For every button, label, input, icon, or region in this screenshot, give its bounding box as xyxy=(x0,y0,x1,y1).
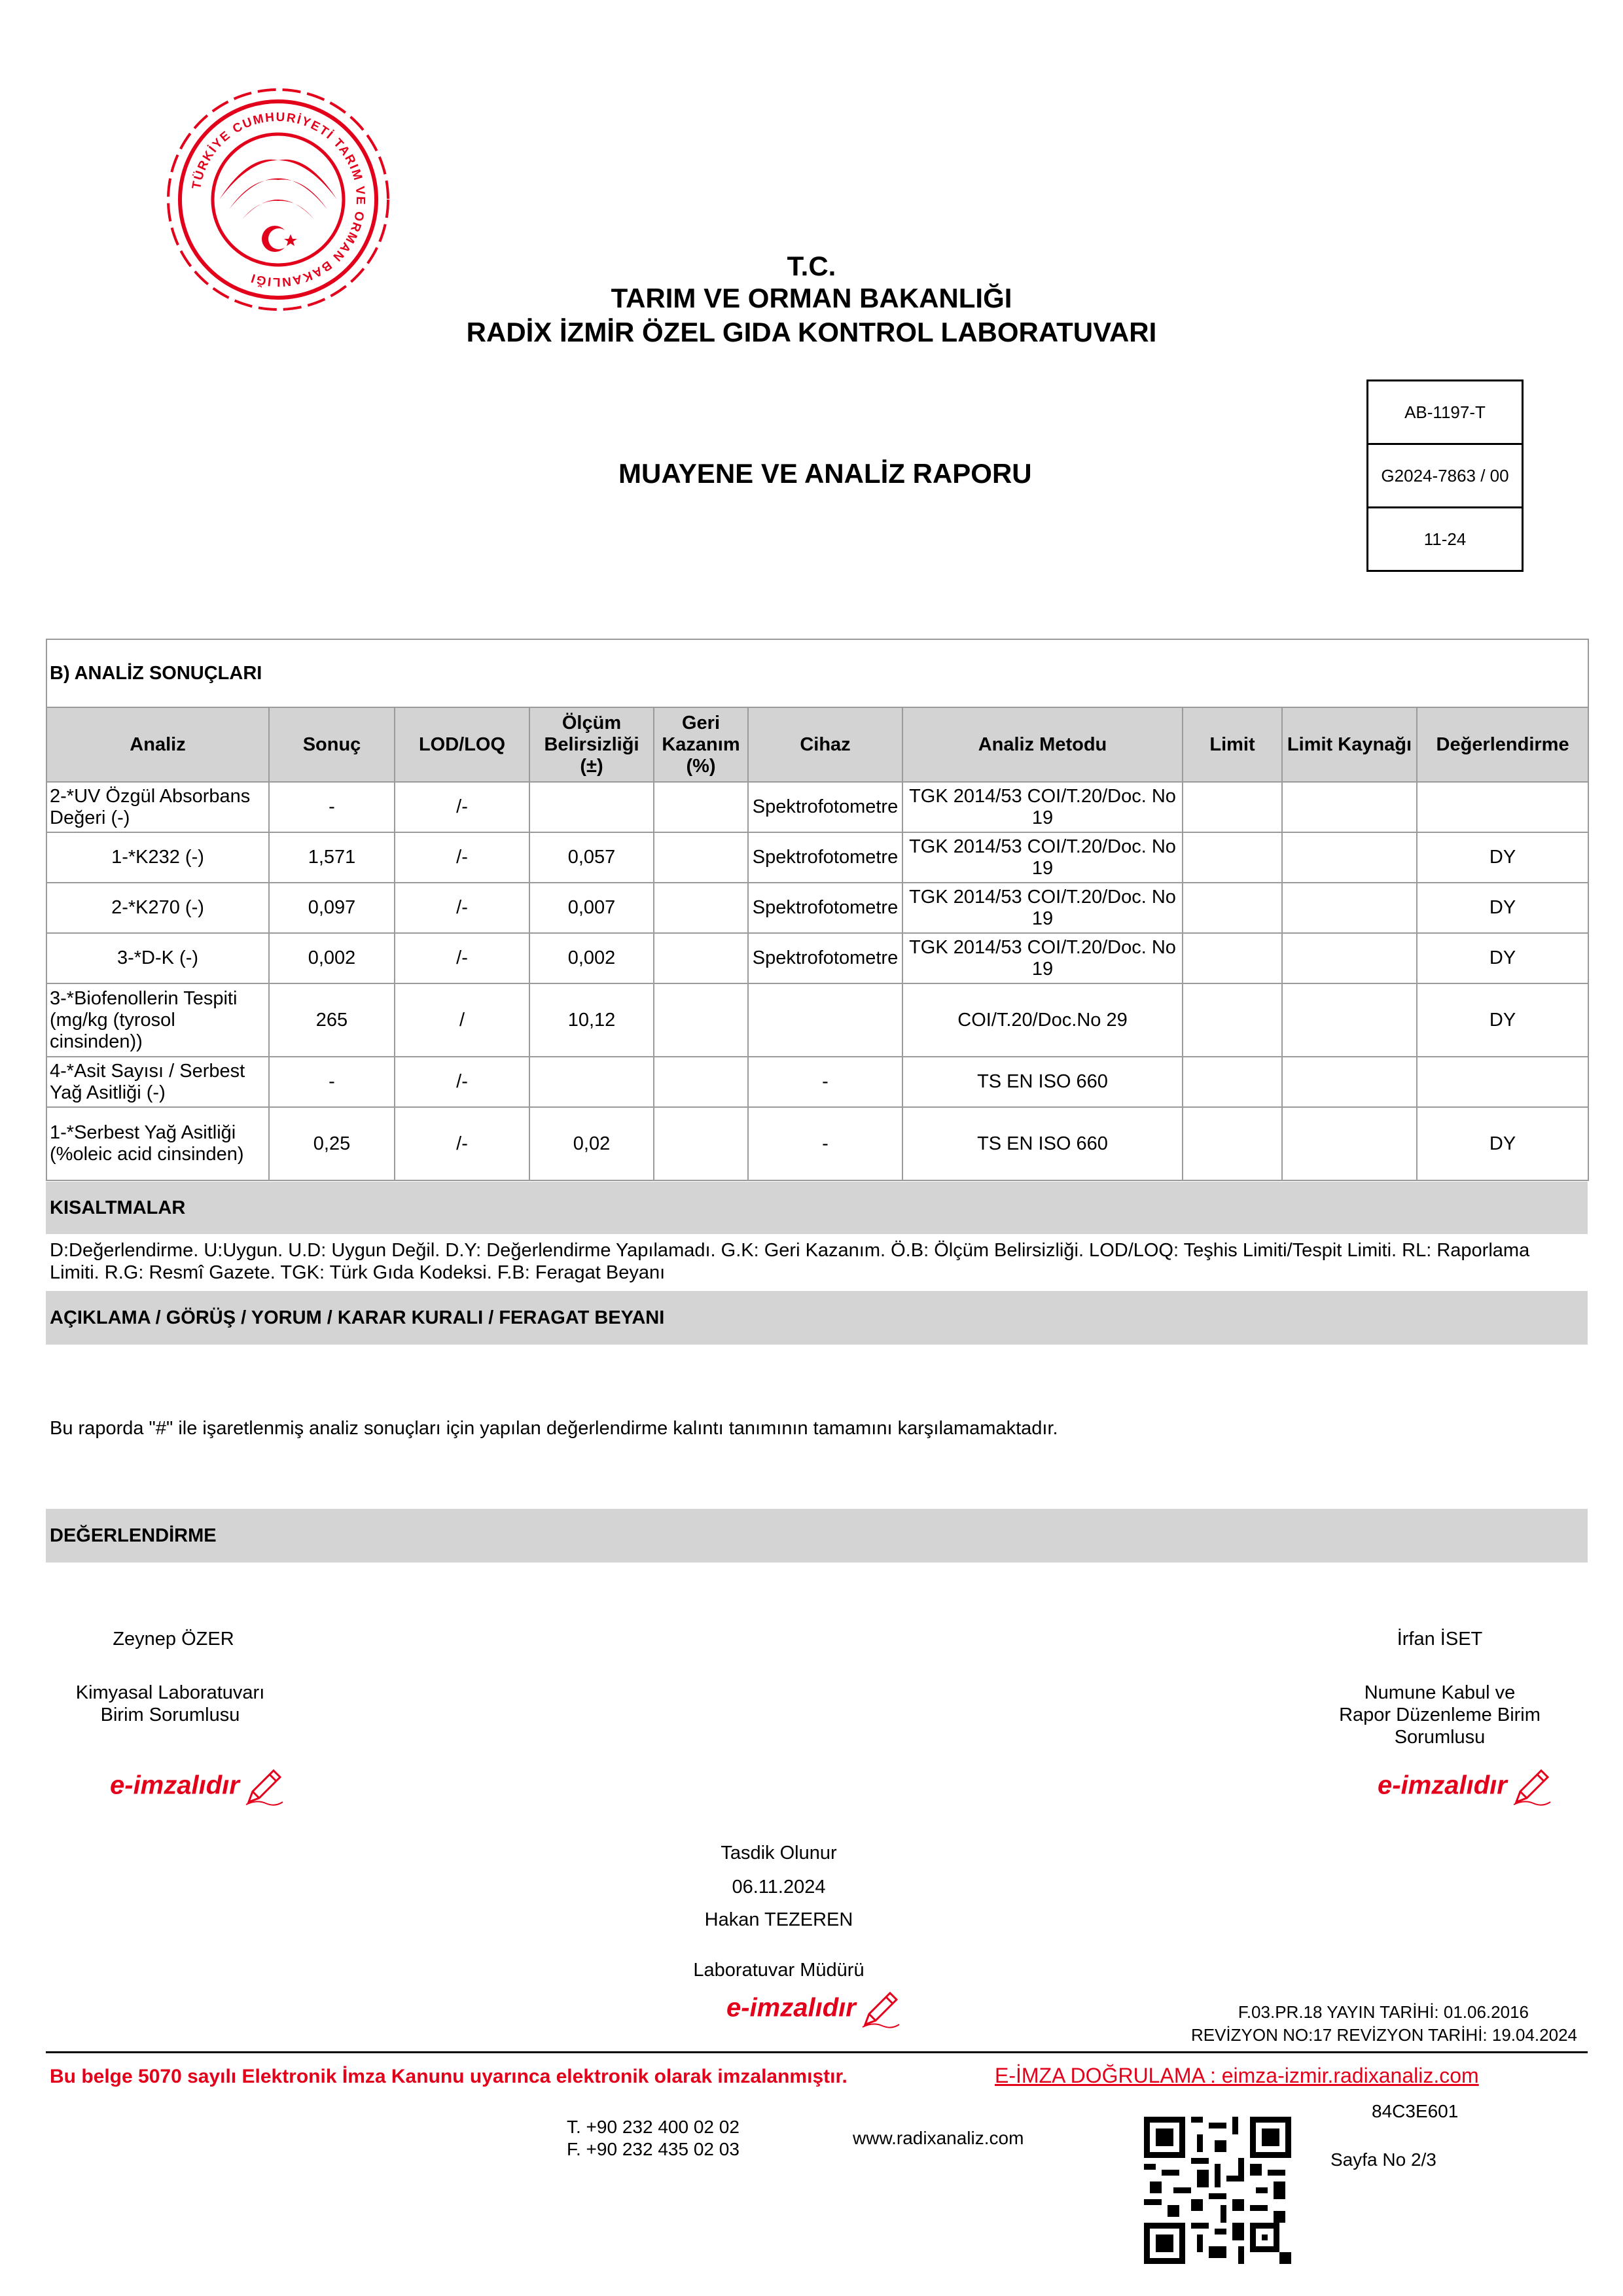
cell-metod: TGK 2014/53 COI/T.20/Doc. No 19 xyxy=(902,883,1183,933)
cell-olcum: 0,007 xyxy=(529,883,654,933)
cell-limit xyxy=(1183,832,1282,883)
cell-lod: /- xyxy=(395,883,529,933)
cell-deger: DY xyxy=(1417,983,1588,1057)
cell-olcum: 10,12 xyxy=(529,983,654,1057)
table-row xyxy=(46,782,1588,832)
right-signer-name: İrfan İSET xyxy=(1397,1629,1483,1650)
pen-icon xyxy=(860,1989,901,2030)
cell-analiz: 3-*Biofenollerin Tespiti (mg/kg (tyrosol cinsinden)) xyxy=(46,983,269,1057)
cell-metod: COI/T.20/Doc.No 29 xyxy=(902,983,1183,1057)
fax-number: F. +90 232 435 02 03 xyxy=(567,2139,740,2159)
website-link[interactable]: www.radixanaliz.com xyxy=(853,2128,1024,2148)
report-code-box xyxy=(1366,380,1524,572)
cell-deger xyxy=(1417,782,1588,832)
cell-olcum: 0,057 xyxy=(529,832,654,883)
cell-sonuc: - xyxy=(269,782,395,832)
col-limit: Limit xyxy=(1183,707,1282,782)
cell-cihaz xyxy=(748,983,902,1057)
form-publish-info: F.03.PR.18 YAYIN TARİHİ: 01.06.2016 xyxy=(1238,2002,1529,2022)
approver-role: Laboratuvar Müdürü xyxy=(693,1960,865,1981)
cell-limit xyxy=(1183,933,1282,983)
cell-sonuc: 0,097 xyxy=(269,883,395,933)
table-row xyxy=(46,933,1588,983)
page-number: Sayfa No 2/3 xyxy=(1330,2149,1436,2170)
cell-kaynak xyxy=(1282,1057,1417,1107)
col-analiz: Analiz xyxy=(46,707,269,782)
center-esign-label: e-imzalıdır xyxy=(726,1993,856,2022)
evaluation-title: DEĞERLENDİRME xyxy=(46,1509,1588,1563)
cell-geri xyxy=(654,832,748,883)
col-limit-kaynagi: Limit Kaynağı xyxy=(1282,707,1417,782)
col-lod-loq: LOD/LOQ xyxy=(395,707,529,782)
table-row xyxy=(46,832,1588,883)
right-signer-role-1: Numune Kabul ve xyxy=(1364,1682,1516,1703)
pen-icon xyxy=(243,1767,284,1807)
remarks-title: AÇIKLAMA / GÖRÜŞ / YORUM / KARAR KURALI / FERAGAT BEYANI xyxy=(46,1291,1588,1345)
footer-divider xyxy=(46,2051,1588,2053)
ministry-seal-logo xyxy=(157,82,399,317)
col-geri-kazanim: Geri Kazanım (%) xyxy=(654,707,748,782)
document-code: 84C3E601 xyxy=(1372,2101,1459,2121)
svg-text:TÜRKİYE CUMHURİYETİ TARIM VE O: TÜRKİYE CUMHURİYETİ TARIM VE ORMAN BAKANLIĞI xyxy=(190,110,368,289)
cell-kaynak xyxy=(1282,782,1417,832)
cell-metod: TGK 2014/53 COI/T.20/Doc. No 19 xyxy=(902,832,1183,883)
cell-cihaz: Spektrofotometre xyxy=(748,782,902,832)
table-row xyxy=(46,883,1588,933)
center-esign-stamp xyxy=(726,1989,901,2030)
cell-cihaz: - xyxy=(748,1107,902,1180)
cell-lod: /- xyxy=(395,933,529,983)
cell-kaynak xyxy=(1282,1107,1417,1180)
cell-kaynak xyxy=(1282,983,1417,1057)
results-section-title: B) ANALİZ SONUÇLARI xyxy=(46,639,1588,707)
cell-analiz: 2-*UV Özgül Absorbans Değeri (-) xyxy=(46,782,269,832)
cell-metod: TS EN ISO 660 xyxy=(902,1107,1183,1180)
cell-analiz: 2-*K270 (-) xyxy=(46,883,269,933)
report-number: G2024-7863 / 00 xyxy=(1368,445,1522,508)
report-title: MUAYENE VE ANALİZ RAPORU xyxy=(618,458,1032,489)
cell-deger: DY xyxy=(1417,883,1588,933)
cell-kaynak xyxy=(1282,933,1417,983)
cell-geri xyxy=(654,983,748,1057)
cell-analiz: 3-*D-K (-) xyxy=(46,933,269,983)
accreditation-code: AB-1197-T xyxy=(1368,381,1522,445)
table-row xyxy=(46,1057,1588,1107)
header-tc: T.C. xyxy=(787,251,836,281)
cell-geri xyxy=(654,1107,748,1180)
cell-sonuc: 0,002 xyxy=(269,933,395,983)
esign-verify-link[interactable]: E-İMZA DOĞRULAMA : eimza-izmir.radixanaliz.com xyxy=(995,2064,1479,2087)
cell-geri xyxy=(654,1057,748,1107)
cell-metod: TS EN ISO 660 xyxy=(902,1057,1183,1107)
approver-name: Hakan TEZEREN xyxy=(704,1909,853,1930)
cell-kaynak xyxy=(1282,883,1417,933)
cell-metod: TGK 2014/53 COI/T.20/Doc. No 19 xyxy=(902,782,1183,832)
cell-lod: /- xyxy=(395,832,529,883)
cell-olcum xyxy=(529,1057,654,1107)
abbreviations-title: KISALTMALAR xyxy=(46,1182,1588,1234)
cell-limit xyxy=(1183,983,1282,1057)
cell-kaynak xyxy=(1282,832,1417,883)
cell-geri xyxy=(654,782,748,832)
approval-date: 06.11.2024 xyxy=(732,1877,826,1898)
cell-deger: DY xyxy=(1417,832,1588,883)
header-lab: RADİX İZMİR ÖZEL GIDA KONTROL LABORATUVARI xyxy=(466,317,1157,347)
cell-analiz: 4-*Asit Sayısı / Serbest Yağ Asitliği (-) xyxy=(46,1057,269,1107)
right-signer-role-3: Sorumlusu xyxy=(1394,1727,1486,1748)
cell-sonuc: 1,571 xyxy=(269,832,395,883)
cell-olcum: 0,002 xyxy=(529,933,654,983)
cell-lod: /- xyxy=(395,1107,529,1180)
col-degerlendirme: Değerlendirme xyxy=(1417,707,1588,782)
cell-limit xyxy=(1183,1107,1282,1180)
abbreviations-text: D:Değerlendirme. U:Uygun. U.D: Uygun Değil. D.Y: Değerlendirme Yapılamadı. G.K: Geri Kazanım. Ö.B: Ölçüm Belirsizliği. LOD/LOQ: Teşhis Limiti/Tespit Limiti. RL: Raporlama Limiti. R.G: Resmî Gazete. TGK: Türk Gıda Kodeksi. F.B: Feragat Beyanı xyxy=(50,1240,1530,1283)
right-esign-label: e-imzalıdır xyxy=(1378,1771,1507,1800)
cell-lod: /- xyxy=(395,782,529,832)
cell-sonuc: - xyxy=(269,1057,395,1107)
cell-cihaz: - xyxy=(748,1057,902,1107)
cell-geri xyxy=(654,883,748,933)
left-signer-role-1: Kimyasal Laboratuvarı xyxy=(75,1682,265,1703)
left-esign-label: e-imzalıdır xyxy=(110,1771,240,1800)
cell-deger: DY xyxy=(1417,933,1588,983)
cell-olcum xyxy=(529,782,654,832)
cell-geri xyxy=(654,933,748,983)
left-signer-role-2: Birim Sorumlusu xyxy=(100,1704,240,1725)
cell-analiz: 1-*K232 (-) xyxy=(46,832,269,883)
cell-analiz: 1-*Serbest Yağ Asitliği (%oleic acid cinsinden) xyxy=(46,1107,269,1180)
esign-legal-notice: Bu belge 5070 sayılı Elektronik İmza Kanunu uyarınca elektronik olarak imzalanmıştır. xyxy=(50,2066,847,2087)
cell-cihaz: Spektrofotometre xyxy=(748,883,902,933)
left-signer-name: Zeynep ÖZER xyxy=(113,1629,234,1650)
results-table xyxy=(46,639,1589,1181)
form-revision-info: REVİZYON NO:17 REVİZYON TARİHİ: 19.04.2024 xyxy=(1190,2025,1577,2045)
approval-label: Tasdik Olunur xyxy=(721,1843,837,1863)
phone-number: T. +90 232 400 02 02 xyxy=(567,2117,740,2137)
col-olcum-belirsizligi: Ölçüm Belirsizliği (±) xyxy=(529,707,654,782)
table-row xyxy=(46,983,1588,1057)
header-ministry: TARIM VE ORMAN BAKANLIĞI xyxy=(611,283,1012,313)
cell-metod: TGK 2014/53 COI/T.20/Doc. No 19 xyxy=(902,933,1183,983)
col-analiz-metodu: Analiz Metodu xyxy=(902,707,1183,782)
col-sonuc: Sonuç xyxy=(269,707,395,782)
qr-code-icon xyxy=(1144,2117,1291,2264)
left-esign-stamp xyxy=(110,1767,284,1807)
cell-cihaz: Spektrofotometre xyxy=(748,832,902,883)
cell-limit xyxy=(1183,883,1282,933)
pen-icon xyxy=(1511,1767,1552,1807)
right-esign-stamp xyxy=(1378,1767,1552,1807)
cell-lod: /- xyxy=(395,1057,529,1107)
cell-deger: DY xyxy=(1417,1107,1588,1180)
cell-sonuc: 0,25 xyxy=(269,1107,395,1180)
table-row xyxy=(46,1107,1588,1180)
cell-sonuc: 265 xyxy=(269,983,395,1057)
right-signer-role-2: Rapor Düzenleme Birim xyxy=(1339,1704,1541,1725)
remarks-text: Bu raporda "#" ile işaretlenmiş analiz sonuçları için yapılan değerlendirme kalıntı tanımının tamamını karşılamamaktadır. xyxy=(50,1418,1058,1439)
form-code: 11-24 xyxy=(1423,529,1467,549)
cell-limit xyxy=(1183,782,1282,832)
cell-olcum: 0,02 xyxy=(529,1107,654,1180)
cell-cihaz: Spektrofotometre xyxy=(748,933,902,983)
col-cihaz: Cihaz xyxy=(748,707,902,782)
cell-deger xyxy=(1417,1057,1588,1107)
cell-lod: / xyxy=(395,983,529,1057)
cell-limit xyxy=(1183,1057,1282,1107)
